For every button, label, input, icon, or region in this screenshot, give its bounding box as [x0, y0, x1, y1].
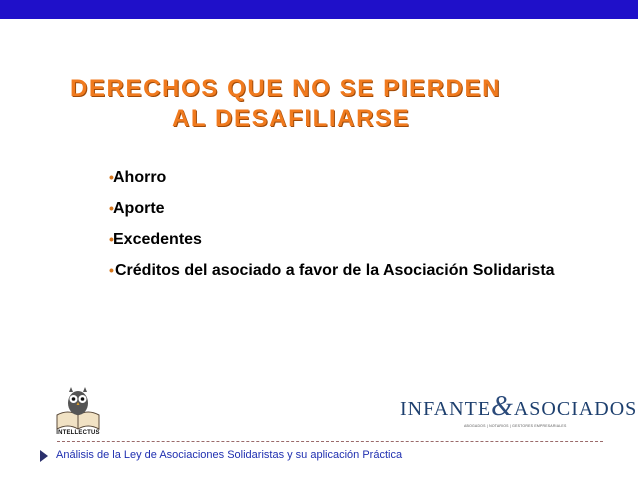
footer-arrow-icon: [40, 450, 48, 462]
logo-brand-part2: ASOCIADOS: [513, 398, 638, 420]
logo-brand-text: [400, 391, 637, 423]
bullet-list: [89, 168, 559, 292]
slide-title: [70, 74, 590, 134]
logo-brand-ampersand: &: [491, 391, 514, 422]
title-line-1: DERECHOS QUE NO SE PIERDEN: [70, 75, 502, 102]
infante-asociados-logo: [400, 387, 638, 433]
bullet-marker: •: [109, 169, 114, 185]
bullet-marker: •: [109, 262, 114, 278]
bullet-item: [89, 230, 559, 249]
footer-divider: [57, 441, 603, 442]
bullet-text: Créditos del asociado a favor de la Asociación Solidarista: [115, 262, 555, 279]
bullet-text: Excedentes: [113, 231, 202, 248]
logo-brand-part1: INFANTE: [400, 398, 492, 420]
logo-tagline: ABOGADOS | NOTARIOS | GESTORES EMPRESARIALES: [464, 424, 567, 428]
footer-caption: Análisis de la Ley de Asociaciones Solidaristas y su aplicación Práctica: [56, 449, 403, 461]
bullet-marker: •: [109, 231, 114, 247]
top-color-bar: [0, 0, 638, 19]
bullet-text: Aporte: [113, 200, 165, 217]
bullet-marker: •: [109, 200, 114, 216]
title-line-2: AL DESAFILIARSE: [172, 105, 411, 132]
bullet-item: [89, 168, 559, 187]
logo-left-caption: INTELLECTUS: [53, 430, 103, 436]
bullet-item: [89, 261, 559, 280]
bullet-item: [89, 199, 559, 218]
bullet-text: Ahorro: [113, 169, 167, 186]
